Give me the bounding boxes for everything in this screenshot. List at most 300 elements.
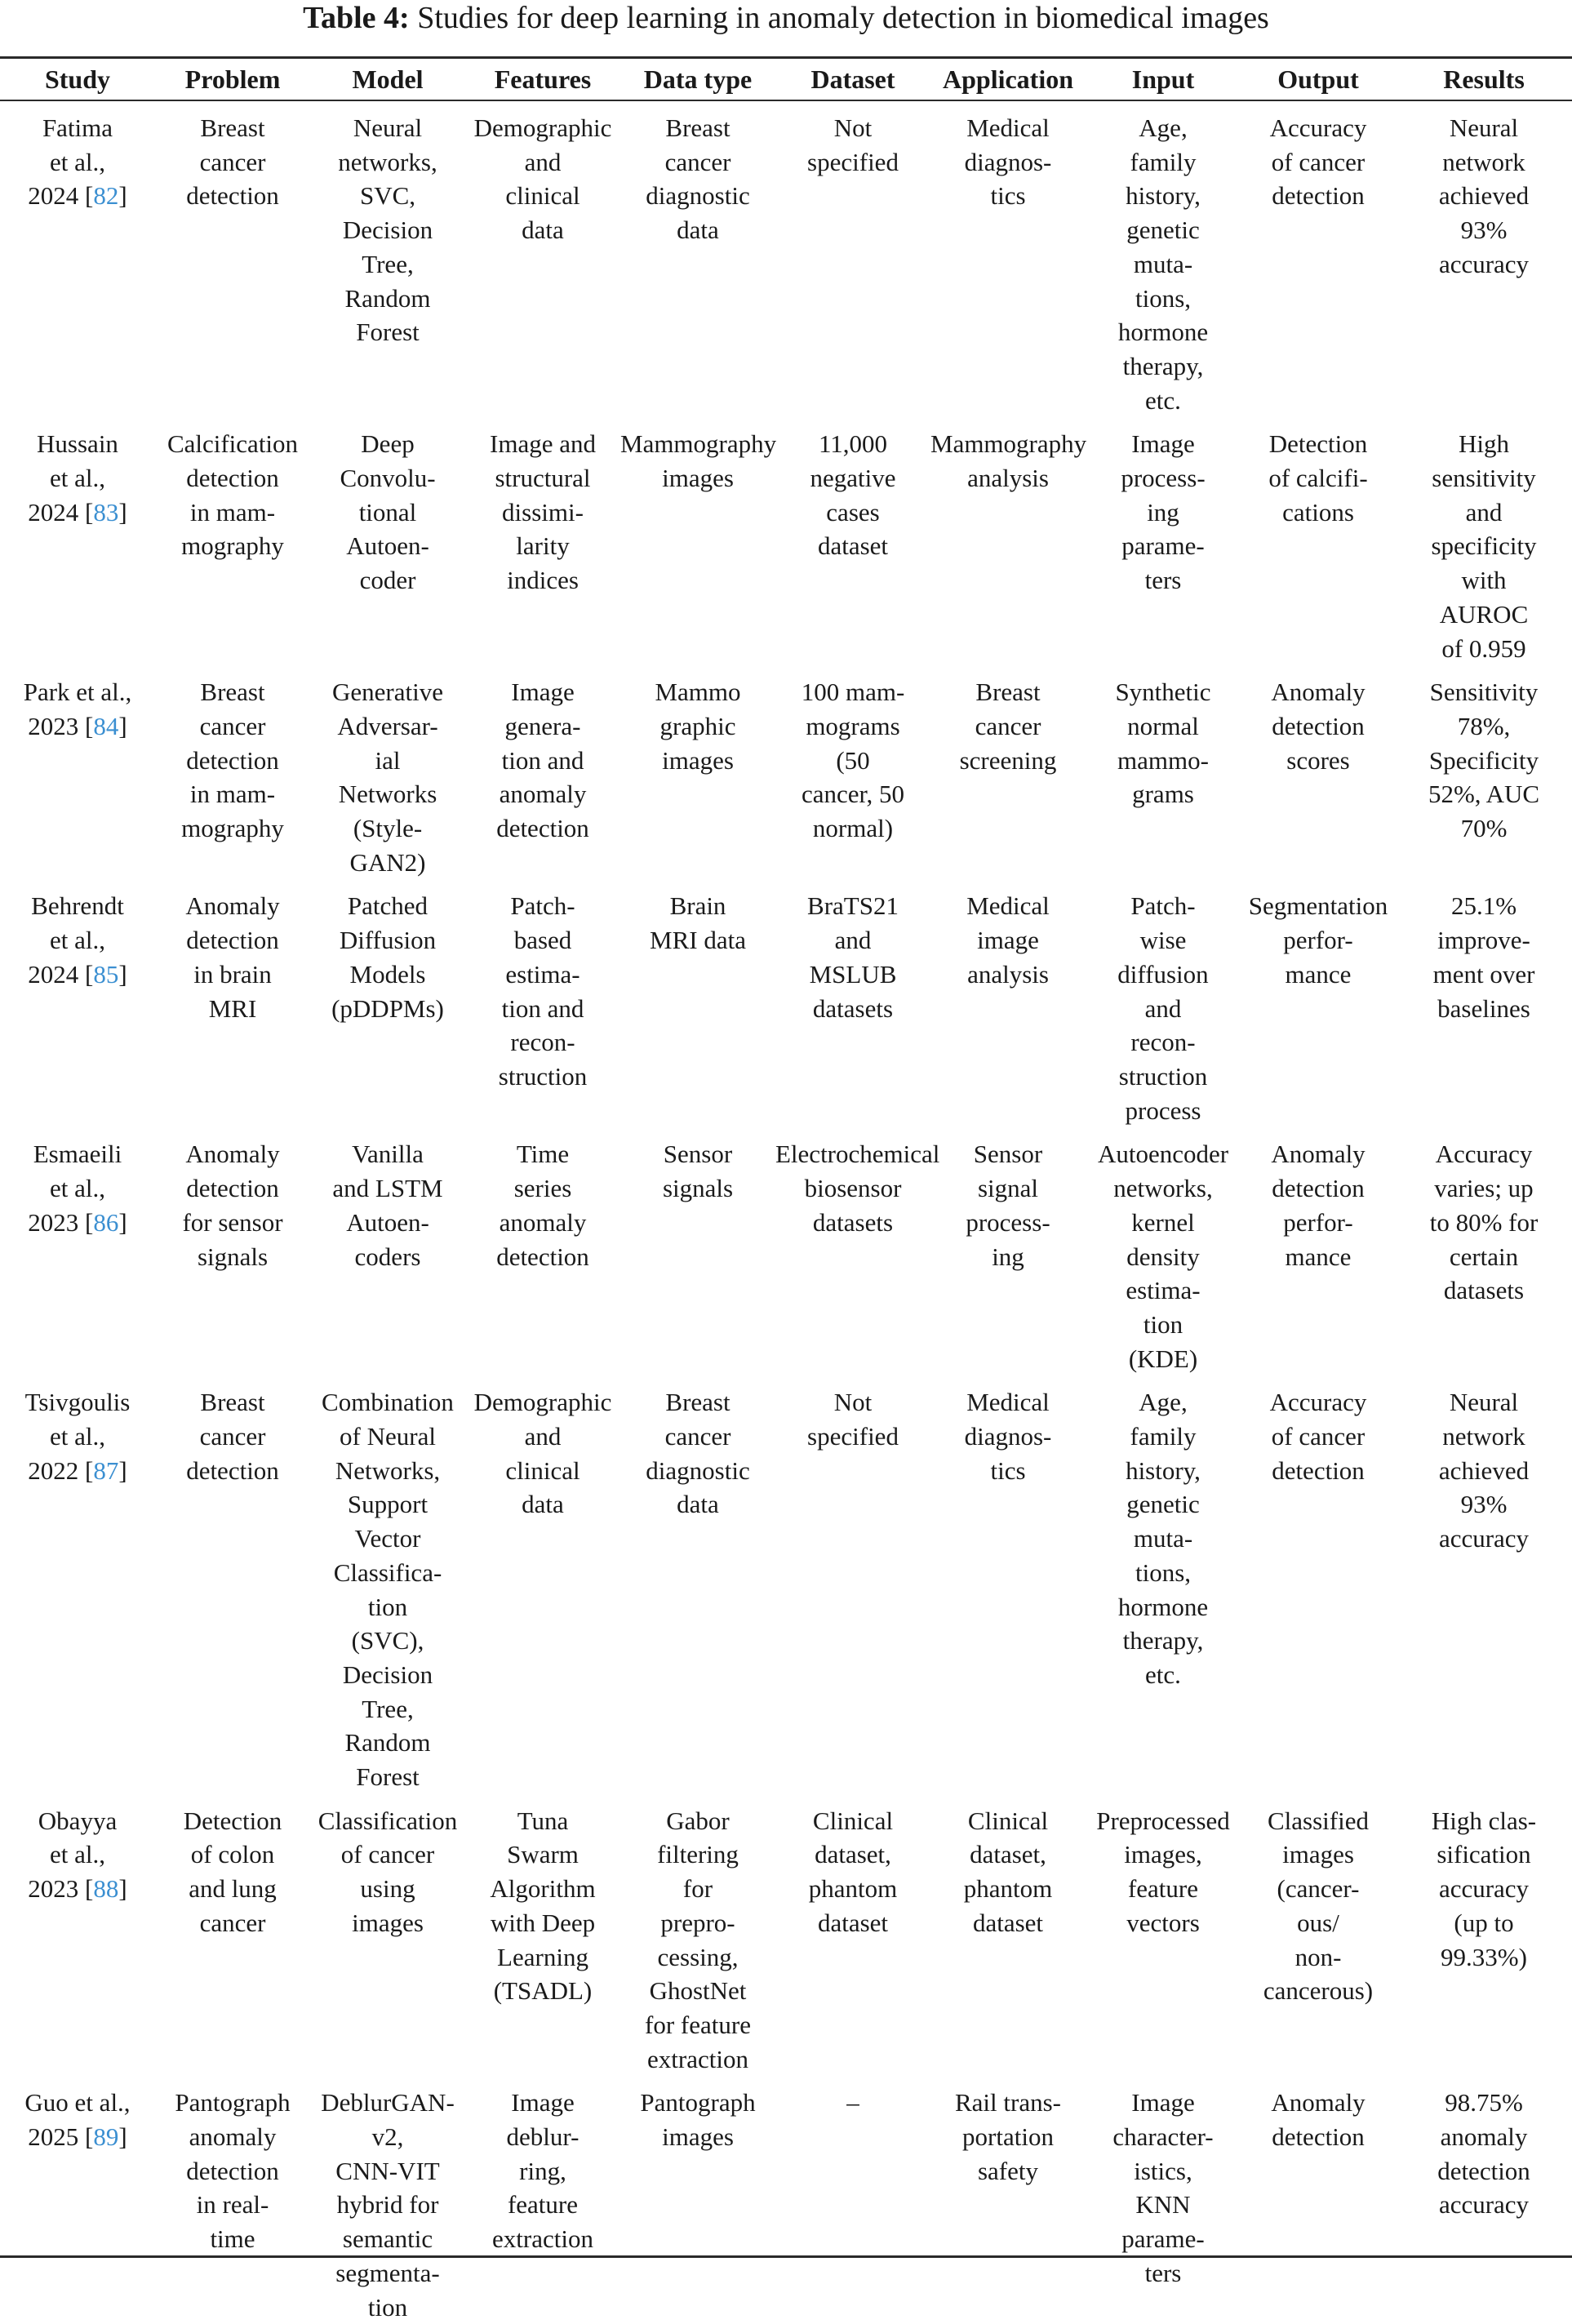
cell-line: feature — [1127, 1874, 1199, 1904]
cell-line: tics — [990, 181, 1026, 211]
cell-line: scores — [1286, 745, 1350, 775]
cell-line: dataset — [817, 1908, 889, 1937]
cell-line: GhostNet — [649, 1976, 747, 2006]
cell-line: cancer — [975, 711, 1041, 740]
cell-line: history, — [1126, 181, 1201, 211]
cell-line: (pDDPMs) — [331, 993, 444, 1023]
cell-line: Image — [1131, 429, 1195, 459]
cell-line: clinical — [505, 1455, 580, 1485]
cell-line: Not — [833, 1388, 873, 1417]
cell-line: GAN2) — [349, 847, 426, 877]
cell-line: hormone — [1117, 318, 1209, 347]
cell-line: Generative — [332, 678, 443, 707]
table-row — [0, 100, 1572, 417]
cell-line: larity — [516, 531, 570, 561]
cell-line: with Deep — [490, 1908, 596, 1937]
cell-line: Medical — [966, 113, 1050, 142]
cell-line: therapy, — [1122, 351, 1204, 380]
cell-line: 93% — [1460, 216, 1508, 245]
cell-line: character- — [1112, 2122, 1214, 2152]
cell-line: datasets — [812, 1207, 894, 1237]
cell-line: Image and — [490, 429, 596, 459]
cell-line: perfor- — [1283, 1207, 1353, 1237]
table-row — [0, 417, 1572, 665]
cell-line: wise — [1139, 926, 1187, 955]
cell-line: Autoen- — [346, 531, 429, 561]
cell-line: Patch- — [510, 891, 575, 921]
cell-line: Age, — [1139, 1388, 1188, 1417]
cell-line: genetic — [1126, 1490, 1200, 1519]
cell-line: phantom — [963, 1874, 1053, 1904]
cell-line: network — [1442, 147, 1525, 176]
cell-line: Learning — [497, 1942, 588, 1971]
cell-line: portation — [962, 2122, 1054, 2152]
cell-input — [1086, 1127, 1241, 1375]
cell-line: deblur- — [506, 2122, 580, 2152]
cell-dataset — [775, 1794, 930, 2077]
citation-link[interactable]: 85 — [93, 959, 119, 989]
cell-line: Mammo — [655, 678, 741, 707]
cell-line: Autoen- — [346, 1207, 429, 1237]
study-year: 2022 [ — [28, 1455, 94, 1485]
cell-line: Breast — [200, 113, 265, 142]
cell-line: data — [522, 216, 564, 245]
cell-model — [310, 1375, 465, 1793]
cell-line: extraction — [647, 2044, 748, 2073]
cell-line: (KDE) — [1128, 1344, 1198, 1373]
table-title: Studies for deep learning in anomaly detection in biomedical images — [409, 1, 1269, 35]
cell-line: detection — [186, 181, 279, 211]
cell-line: 98.75% — [1445, 2088, 1523, 2117]
cell-results — [1396, 665, 1572, 879]
cell-data-type — [620, 665, 775, 879]
cell-line: ters — [1144, 566, 1182, 595]
cell-line: cancer — [664, 1422, 731, 1451]
cell-line: Rail trans- — [955, 2088, 1061, 2117]
cell-line: signal — [977, 1174, 1039, 1203]
cell-line: family — [1130, 1422, 1197, 1451]
cell-problem — [155, 879, 310, 1127]
cell-dataset — [775, 1127, 940, 1375]
cell-input — [1086, 665, 1241, 879]
cell-line: mance — [1285, 1242, 1352, 1271]
cell-line: detection — [496, 1242, 589, 1271]
cell-line: Preprocessed — [1096, 1806, 1230, 1835]
cell-model — [310, 1127, 465, 1375]
cell-line: improve- — [1437, 926, 1530, 955]
cell-dataset — [775, 879, 930, 1127]
cell-line: Pantograph — [640, 2088, 756, 2117]
study-line: Tsivgoulis — [24, 1388, 131, 1417]
cell-model — [310, 417, 465, 665]
cell-line: etc. — [1145, 385, 1181, 415]
study-citation-line — [0, 2120, 155, 2154]
column-header-problem: Problem — [184, 64, 281, 94]
cell-line: tions, — [1135, 283, 1192, 313]
cell-line: (cancer- — [1277, 1874, 1360, 1904]
cell-line: Brain — [669, 891, 726, 921]
cell-line: MRI — [208, 993, 257, 1023]
cell-line: Anomaly — [185, 1140, 280, 1169]
cell-line: Not — [833, 113, 873, 142]
cell-line: v2, — [371, 2122, 404, 2152]
study-year: 2023 [ — [28, 1874, 94, 1904]
cell-model — [310, 665, 465, 879]
cell-line: Autoencoder — [1097, 1140, 1229, 1169]
cell-line: Classified — [1268, 1806, 1369, 1835]
cell-line: (SVC), — [351, 1626, 424, 1655]
cell-line: feature — [507, 2190, 579, 2220]
cell-application — [930, 2076, 1086, 2324]
cell-line: process- — [966, 1207, 1050, 1237]
cell-application — [930, 1794, 1086, 2077]
table-row — [0, 665, 1572, 879]
cell-line: Detection — [183, 1806, 282, 1835]
cell-line: Detection — [1268, 429, 1368, 459]
cell-line: (TSADL) — [493, 1976, 593, 2006]
cell-study — [0, 1794, 155, 2077]
cell-dataset — [775, 1375, 930, 1793]
cell-line: using — [360, 1874, 415, 1904]
cell-line: cancer — [199, 147, 266, 176]
cell-line: Neural — [1449, 113, 1519, 142]
cell-line: mography — [181, 531, 284, 561]
cell-line: Demographic — [473, 113, 612, 142]
column-header-study: Study — [44, 64, 111, 94]
cell-line: and LSTM — [332, 1174, 443, 1203]
citation-bracket: ] — [118, 497, 127, 527]
cell-line: tion — [367, 2292, 408, 2322]
citation-link[interactable]: 84 — [93, 711, 119, 740]
studies-table — [0, 59, 1572, 2324]
cell-line: coders — [354, 1242, 421, 1271]
cell-line: Anomaly — [1271, 2088, 1366, 2117]
cell-line: of cancer — [1271, 147, 1366, 176]
cell-study — [0, 417, 155, 665]
cell-line: Clinical — [812, 1806, 894, 1835]
cell-study — [0, 665, 155, 879]
cell-line: tion — [1143, 1309, 1183, 1339]
cell-line: Classification — [318, 1806, 458, 1835]
cell-line: detection — [1272, 711, 1365, 740]
column-header-application: Application — [942, 64, 1074, 94]
cell-line: Accuracy — [1269, 113, 1367, 142]
cell-line: cessing, — [657, 1942, 739, 1971]
cell-line: of 0.959 — [1441, 633, 1526, 663]
citation-link[interactable]: 87 — [93, 1455, 119, 1485]
cell-data-type — [620, 1127, 775, 1375]
cell-line: 93% — [1460, 1490, 1508, 1519]
cell-data-type — [620, 1794, 775, 2077]
cell-line: anomaly — [1440, 2122, 1528, 2152]
cell-study — [0, 100, 155, 417]
cell-line: specified — [807, 1422, 899, 1451]
cell-application — [930, 879, 1086, 1127]
cell-line: etc. — [1145, 1660, 1181, 1689]
cell-dataset — [775, 2076, 930, 2324]
cell-line: achieved — [1438, 181, 1530, 211]
cell-line: and — [834, 926, 872, 955]
cell-line: KNN — [1135, 2190, 1191, 2220]
cell-line: Forest — [356, 1762, 420, 1792]
cell-line: images — [662, 2122, 734, 2152]
cell-line: of colon — [190, 1840, 275, 1869]
cell-problem — [155, 665, 310, 879]
cell-features — [465, 665, 620, 879]
cell-line: dataset — [972, 1908, 1044, 1937]
cell-data-type — [620, 100, 775, 417]
cell-line: Synthetic — [1115, 678, 1211, 707]
column-header-dataset: Dataset — [810, 64, 895, 94]
cell-line: tics — [990, 1455, 1026, 1485]
cell-line: data — [522, 1490, 564, 1519]
cell-features — [465, 1127, 620, 1375]
cell-problem — [155, 1794, 310, 2077]
cell-line: dissimi- — [502, 497, 584, 527]
cell-line: struction — [498, 1061, 588, 1091]
cell-output — [1241, 1375, 1396, 1793]
cell-line: 25.1% — [1450, 891, 1517, 921]
cell-line: of cancer — [340, 1840, 435, 1869]
cell-line: recon- — [510, 1028, 575, 1057]
cell-line: Breast — [665, 1388, 730, 1417]
cell-line: graphic — [659, 711, 736, 740]
cell-problem — [155, 100, 310, 417]
cell-features — [465, 1794, 620, 2077]
cell-line: Age, — [1139, 113, 1188, 142]
cell-line: in mam- — [189, 497, 276, 527]
cell-line: history, — [1126, 1455, 1201, 1485]
citation-link[interactable]: 82 — [93, 181, 119, 211]
cell-line: normal — [1127, 711, 1199, 740]
cell-line: analysis — [967, 464, 1049, 493]
cell-line: cancerous) — [1263, 1976, 1374, 2006]
cell-line: accuracy — [1438, 1874, 1530, 1904]
cell-line: High clas- — [1431, 1806, 1537, 1835]
cell-line: Medical — [966, 891, 1050, 921]
cell-line: genera- — [504, 711, 581, 740]
cell-line: ial — [375, 745, 401, 775]
cell-line: tion and — [501, 993, 584, 1023]
cell-output — [1241, 417, 1396, 665]
cell-line: semantic — [342, 2224, 433, 2254]
cell-line: AUROC — [1439, 599, 1529, 629]
cell-line: image — [977, 926, 1039, 955]
cell-line: detection — [186, 926, 279, 955]
cell-line: 99.33%) — [1441, 1942, 1527, 1971]
cell-line: Time — [516, 1140, 570, 1169]
cell-line: signals — [197, 1242, 269, 1271]
citation-link[interactable]: 83 — [93, 497, 119, 527]
cell-line: Random — [344, 1728, 431, 1757]
cell-line: Models — [349, 959, 426, 989]
citation-link[interactable]: 88 — [93, 1874, 119, 1904]
cell-model — [310, 879, 465, 1127]
cell-study — [0, 1127, 155, 1375]
cell-line: of Neural — [340, 1422, 436, 1451]
citation-bracket: ] — [118, 959, 127, 989]
cell-input — [1086, 1375, 1241, 1793]
cell-line: MSLUB — [809, 959, 897, 989]
cell-line: ters — [1144, 2258, 1182, 2287]
cell-line: accuracy — [1438, 249, 1530, 278]
study-citation-line — [0, 1872, 155, 1906]
cell-line: Networks, — [335, 1455, 441, 1485]
cell-line: Anomaly — [1271, 1140, 1366, 1169]
cell-line: for — [682, 1874, 713, 1904]
column-header-results: Results — [1443, 64, 1525, 94]
cell-line: Networks — [338, 780, 437, 809]
cell-line: accuracy — [1438, 1524, 1530, 1553]
cell-line: (Style- — [353, 814, 423, 843]
cell-line: coder — [359, 566, 416, 595]
citation-bracket: ] — [118, 1207, 127, 1237]
cell-line: Breast — [665, 113, 730, 142]
cell-line: Vanilla — [352, 1140, 424, 1169]
cell-line: MRI data — [650, 926, 746, 955]
cell-line: Neural — [1449, 1388, 1519, 1417]
table-row — [0, 879, 1572, 1127]
citation-bracket: ] — [118, 181, 127, 211]
cell-line: Tree, — [362, 1694, 414, 1723]
cell-line: cancer — [199, 711, 266, 740]
cell-line: istics, — [1134, 2156, 1192, 2185]
study-line: et al., — [50, 926, 105, 955]
cell-line: Accuracy — [1269, 1388, 1367, 1417]
cell-line: filtering — [657, 1840, 739, 1869]
study-line: Guo et al., — [24, 2088, 131, 2117]
cell-line: Classifica- — [333, 1557, 442, 1587]
cell-input — [1086, 2076, 1241, 2324]
citation-link[interactable]: 89 — [93, 2122, 119, 2152]
cell-line: process — [1125, 1095, 1201, 1125]
cell-line: negative — [810, 464, 896, 493]
cell-application — [930, 417, 1086, 665]
cell-line: detection — [1272, 181, 1365, 211]
cell-line: cancer — [199, 1908, 266, 1937]
cell-line: detection — [186, 1455, 279, 1485]
cell-line: Image — [511, 2088, 575, 2117]
cell-dataset — [775, 417, 930, 665]
cell-line: Mammography — [620, 429, 777, 459]
study-line: Obayya — [38, 1806, 118, 1835]
cell-line: datasets — [812, 993, 894, 1023]
cell-line: Decision — [342, 1660, 433, 1689]
cell-line: series — [513, 1174, 572, 1203]
cell-line: and — [524, 1422, 562, 1451]
cell-line: genetic — [1126, 216, 1200, 245]
cell-model — [310, 1794, 465, 2077]
study-year: 2024 [ — [28, 497, 94, 527]
cell-line: mograms — [806, 711, 900, 740]
cell-line: 100 mam- — [801, 678, 905, 707]
cell-line: Sensitivity — [1429, 678, 1539, 707]
cell-study — [0, 879, 155, 1127]
cell-line: parame- — [1121, 2224, 1205, 2254]
cell-line: density — [1126, 1242, 1200, 1271]
cell-line: varies; up — [1434, 1174, 1534, 1203]
table-row — [0, 2076, 1572, 2324]
cell-line: prepro- — [660, 1908, 735, 1937]
cell-line: ous/ — [1297, 1908, 1339, 1937]
cell-line: Deep — [361, 429, 415, 459]
cell-problem — [155, 1375, 310, 1793]
cell-line: baselines — [1437, 993, 1530, 1023]
cell-output — [1241, 879, 1396, 1127]
cell-dataset — [775, 100, 930, 417]
cell-line: BraTS21 — [807, 891, 899, 921]
cell-output — [1241, 1794, 1396, 2077]
cell-line: Patch- — [1130, 891, 1196, 921]
cell-line: clinical — [505, 181, 580, 211]
study-year: 2025 [ — [28, 2122, 94, 2152]
cell-application — [930, 1127, 1086, 1375]
study-line: et al., — [50, 1174, 105, 1203]
cell-line: Accuracy — [1435, 1140, 1533, 1169]
cell-line: Anomaly — [185, 891, 280, 921]
cell-line: dataset — [817, 531, 889, 561]
cell-study — [0, 1375, 155, 1793]
cell-line: (50 — [836, 745, 870, 775]
table-row — [0, 1794, 1572, 2077]
cell-line: High — [1459, 429, 1509, 459]
cell-line: extraction — [492, 2224, 593, 2254]
column-header-output: Output — [1277, 64, 1359, 94]
study-line: Park et al., — [23, 678, 132, 707]
cell-line: images — [352, 1908, 424, 1937]
cell-line: cations — [1282, 497, 1354, 527]
bottom-rule — [0, 2255, 1572, 2258]
cell-line: cases — [826, 497, 880, 527]
cell-line: Vector — [354, 1524, 421, 1553]
cell-line: and — [1465, 497, 1503, 527]
cell-line: biosensor — [804, 1174, 902, 1203]
cell-model — [310, 2076, 465, 2324]
cell-features — [465, 100, 620, 417]
cell-line: Breast — [975, 678, 1041, 707]
cell-line: Clinical — [967, 1806, 1049, 1835]
cell-line: certain — [1449, 1242, 1519, 1271]
cell-line: tion — [367, 1592, 408, 1621]
cell-line: detection — [186, 464, 279, 493]
cell-results — [1396, 2076, 1572, 2324]
table-label: Table 4: — [303, 1, 410, 35]
cell-features — [465, 879, 620, 1127]
cell-data-type — [620, 2076, 775, 2324]
cell-line: mance — [1285, 959, 1352, 989]
cell-input — [1086, 417, 1241, 665]
cell-line: mammo- — [1117, 745, 1209, 775]
cell-line: ing — [992, 1242, 1024, 1271]
cell-line: and — [1144, 993, 1182, 1023]
cell-line: Breast — [200, 1388, 265, 1417]
cell-line: datasets — [1443, 1276, 1525, 1305]
cell-input — [1086, 100, 1241, 417]
cell-line: detection — [496, 814, 589, 843]
cell-line: diagnos- — [964, 147, 1052, 176]
cell-line: in mam- — [189, 780, 276, 809]
cell-line: based — [513, 926, 572, 955]
citation-link[interactable]: 86 — [93, 1207, 119, 1237]
cell-line: CNN-VIT — [335, 2156, 440, 2185]
cell-line: DeblurGAN- — [321, 2088, 455, 2117]
citation-bracket: ] — [118, 1874, 127, 1904]
study-line: et al., — [50, 464, 105, 493]
cell-line: Sensor — [663, 1140, 733, 1169]
cell-line: diagnos- — [964, 1422, 1052, 1451]
cell-line: 70% — [1460, 814, 1508, 843]
study-citation-line — [0, 958, 155, 992]
